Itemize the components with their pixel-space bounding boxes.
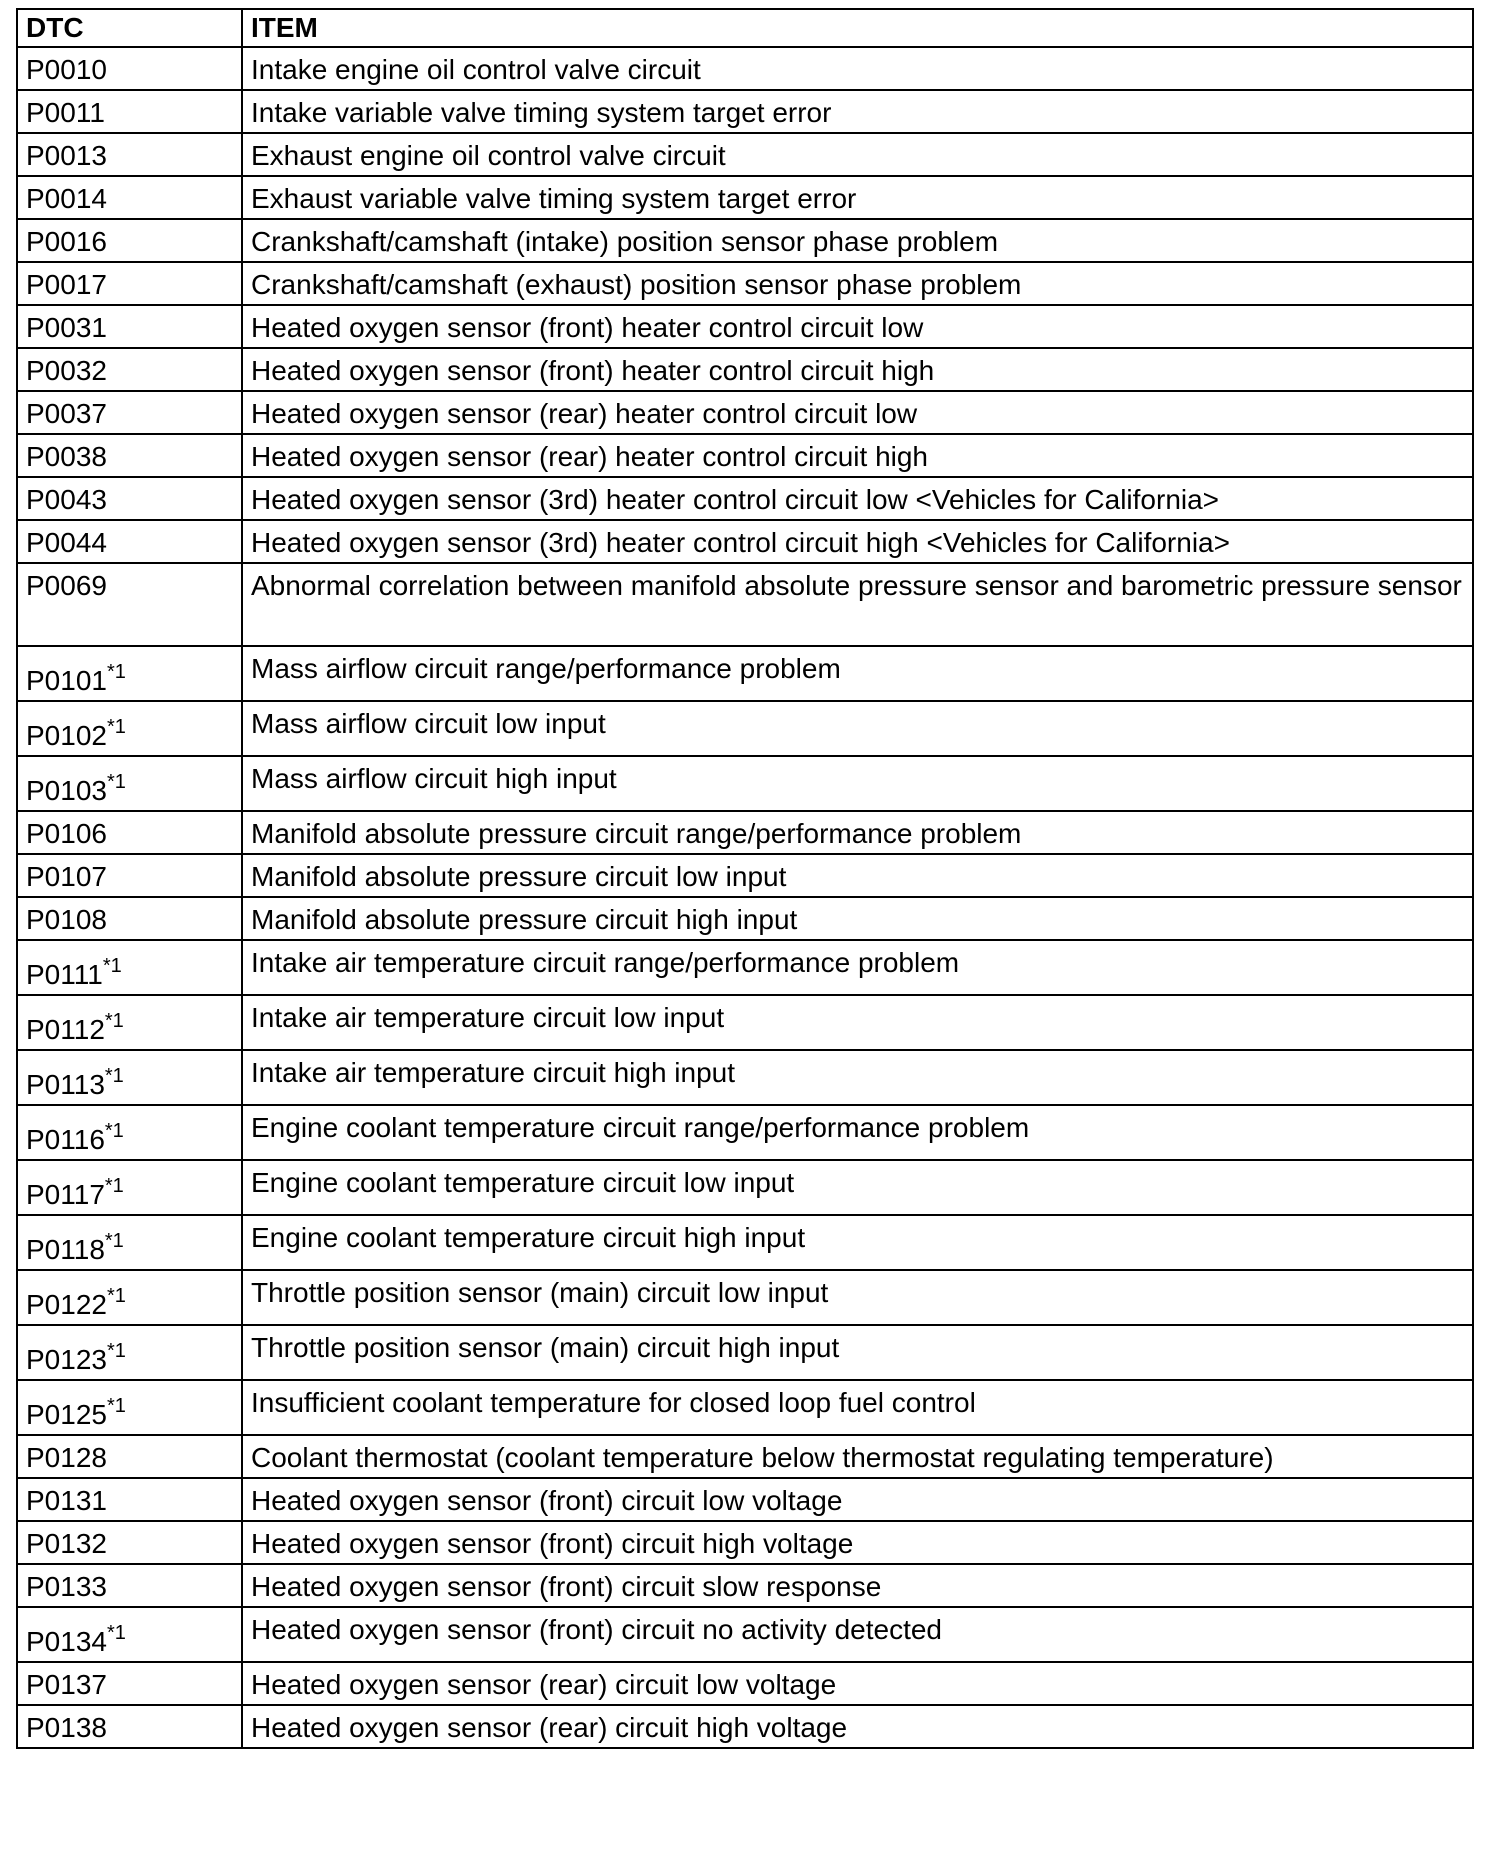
- table-row: [17, 1325, 1473, 1380]
- table-row: [17, 1215, 1473, 1270]
- dtc-code-cell: [17, 1105, 242, 1160]
- dtc-code-wrap: [26, 1110, 124, 1158]
- dtc-footnote-mark: *1: [106, 1394, 126, 1417]
- dtc-code-wrap: [26, 1528, 107, 1559]
- dtc-footnote-mark: *1: [104, 1119, 124, 1142]
- dtc-item-description: Heated oxygen sensor (3rd) heater control circuit high <Vehicles for California>: [242, 520, 1473, 563]
- dtc-code-wrap: [26, 484, 107, 515]
- dtc-code-cell: [17, 1380, 242, 1435]
- dtc-code-cell: [17, 434, 242, 477]
- dtc-code-wrap: [26, 398, 107, 429]
- dtc-code: P0011: [26, 97, 105, 128]
- dtc-item-description: Coolant thermostat (coolant temperature below thermostat regulating temperature): [242, 1435, 1473, 1478]
- dtc-item-description: Mass airflow circuit high input: [242, 756, 1473, 811]
- dtc-code-cell: [17, 348, 242, 391]
- table-row: [17, 811, 1473, 854]
- dtc-code: P0032: [26, 355, 107, 386]
- dtc-item-description: Heated oxygen sensor (front) heater control circuit high: [242, 348, 1473, 391]
- dtc-column-header: DTC: [17, 9, 242, 47]
- table-row: [17, 520, 1473, 563]
- dtc-code: P0122: [26, 1289, 107, 1320]
- dtc-code-wrap: [26, 1055, 124, 1103]
- table-row: [17, 348, 1473, 391]
- dtc-code-cell: [17, 1705, 242, 1748]
- table-row: [17, 477, 1473, 520]
- dtc-item-description: Exhaust variable valve timing system target error: [242, 176, 1473, 219]
- table-row: [17, 563, 1473, 646]
- dtc-code-cell: [17, 520, 242, 563]
- item-column-header: ITEM: [242, 9, 1473, 47]
- dtc-code: P0138: [26, 1712, 107, 1743]
- dtc-code: P0117: [26, 1179, 105, 1210]
- dtc-code: P0118: [26, 1234, 105, 1265]
- dtc-item-description: Heated oxygen sensor (front) circuit no activity detected: [242, 1607, 1473, 1662]
- table-row: [17, 1105, 1473, 1160]
- dtc-item-description: Heated oxygen sensor (front) heater control circuit low: [242, 305, 1473, 348]
- dtc-item-description: Engine coolant temperature circuit range/performance problem: [242, 1105, 1473, 1160]
- dtc-code-wrap: [26, 1612, 126, 1660]
- dtc-code-wrap: [26, 904, 107, 935]
- dtc-code-wrap: [26, 441, 107, 472]
- dtc-code-wrap: [26, 1669, 107, 1700]
- dtc-footnote-mark: *1: [106, 770, 126, 793]
- dtc-code-cell: [17, 90, 242, 133]
- dtc-code-wrap: [26, 226, 107, 257]
- dtc-code-cell: [17, 1607, 242, 1662]
- dtc-code: P0132: [26, 1528, 107, 1559]
- dtc-code-cell: [17, 477, 242, 520]
- dtc-code: P0133: [26, 1571, 107, 1602]
- dtc-code-cell: [17, 305, 242, 348]
- dtc-item-description: Mass airflow circuit low input: [242, 701, 1473, 756]
- dtc-code: P0103: [26, 775, 107, 806]
- dtc-item-description: Manifold absolute pressure circuit high input: [242, 897, 1473, 940]
- dtc-code-wrap: [26, 570, 107, 601]
- dtc-item-description: Heated oxygen sensor (rear) circuit high voltage: [242, 1705, 1473, 1748]
- dtc-code-wrap: [26, 818, 107, 849]
- dtc-code-wrap: [26, 1571, 107, 1602]
- dtc-code-cell: [17, 854, 242, 897]
- dtc-item-description: Exhaust engine oil control valve circuit: [242, 133, 1473, 176]
- table-row: [17, 176, 1473, 219]
- dtc-code-wrap: [26, 183, 107, 214]
- table-row: [17, 262, 1473, 305]
- dtc-code-wrap: [26, 97, 105, 128]
- dtc-footnote-mark: *1: [104, 1064, 124, 1087]
- dtc-item-description: Crankshaft/camshaft (exhaust) position sensor phase problem: [242, 262, 1473, 305]
- dtc-code-wrap: [26, 312, 107, 343]
- dtc-code: P0131: [26, 1485, 107, 1516]
- dtc-item-description: Heated oxygen sensor (front) circuit high voltage: [242, 1521, 1473, 1564]
- dtc-code: P0010: [26, 54, 107, 85]
- dtc-code-cell: [17, 1435, 242, 1478]
- dtc-footnote-mark: *1: [104, 1229, 124, 1252]
- dtc-footnote-mark: *1: [106, 660, 126, 683]
- dtc-code: P0112: [26, 1014, 105, 1045]
- dtc-item-description: Throttle position sensor (main) circuit low input: [242, 1270, 1473, 1325]
- dtc-code-cell: [17, 176, 242, 219]
- dtc-code-cell: [17, 1662, 242, 1705]
- dtc-item-description: Heated oxygen sensor (rear) heater control circuit high: [242, 434, 1473, 477]
- table-row: [17, 1705, 1473, 1748]
- dtc-code-wrap: [26, 1330, 126, 1378]
- dtc-code-cell: [17, 1270, 242, 1325]
- dtc-code-wrap: [26, 1000, 124, 1048]
- dtc-item-description: Intake air temperature circuit high input: [242, 1050, 1473, 1105]
- dtc-code-wrap: [26, 945, 122, 993]
- dtc-code-cell: [17, 811, 242, 854]
- dtc-code: P0038: [26, 441, 107, 472]
- dtc-footnote-mark: *1: [106, 1284, 126, 1307]
- dtc-code: P0134: [26, 1626, 107, 1657]
- table-row: [17, 1435, 1473, 1478]
- dtc-code: P0044: [26, 527, 107, 558]
- dtc-code-wrap: [26, 140, 107, 171]
- dtc-code: P0116: [26, 1124, 105, 1155]
- dtc-footnote-mark: *1: [104, 1009, 124, 1032]
- dtc-footnote-mark: *1: [102, 954, 122, 977]
- dtc-code: P0125: [26, 1399, 107, 1430]
- dtc-code-wrap: [26, 269, 107, 300]
- table-row: [17, 1270, 1473, 1325]
- table-row: [17, 854, 1473, 897]
- table-row: [17, 1607, 1473, 1662]
- dtc-code: P0037: [26, 398, 107, 429]
- dtc-code-cell: [17, 1215, 242, 1270]
- dtc-code: P0014: [26, 183, 107, 214]
- dtc-item-description: Manifold absolute pressure circuit range/performance problem: [242, 811, 1473, 854]
- dtc-footnote-mark: *1: [106, 1621, 126, 1644]
- dtc-item-description: Intake engine oil control valve circuit: [242, 47, 1473, 90]
- dtc-code: P0069: [26, 570, 107, 601]
- dtc-item-description: Heated oxygen sensor (rear) circuit low voltage: [242, 1662, 1473, 1705]
- table-row: [17, 1380, 1473, 1435]
- dtc-code-cell: [17, 646, 242, 701]
- dtc-code-cell: [17, 133, 242, 176]
- dtc-code-wrap: [26, 861, 107, 892]
- dtc-code: P0113: [26, 1069, 105, 1100]
- table-row: [17, 391, 1473, 434]
- dtc-code-wrap: [26, 54, 107, 85]
- dtc-item-description: Insufficient coolant temperature for closed loop fuel control: [242, 1380, 1473, 1435]
- dtc-code-wrap: [26, 651, 126, 699]
- table-row: [17, 756, 1473, 811]
- dtc-code-cell: [17, 995, 242, 1050]
- table-row: [17, 90, 1473, 133]
- dtc-code: P0101: [26, 665, 107, 696]
- table-body: [17, 47, 1473, 1748]
- dtc-code-wrap: [26, 1712, 107, 1743]
- dtc-code-cell: [17, 563, 242, 646]
- dtc-code-cell: [17, 1050, 242, 1105]
- dtc-item-description: Intake air temperature circuit range/performance problem: [242, 940, 1473, 995]
- dtc-code: P0128: [26, 1442, 107, 1473]
- table-row: [17, 1478, 1473, 1521]
- table-row: [17, 47, 1473, 90]
- dtc-item-description: Heated oxygen sensor (front) circuit slow response: [242, 1564, 1473, 1607]
- dtc-code-cell: [17, 1564, 242, 1607]
- dtc-code-wrap: [26, 761, 126, 809]
- dtc-code-cell: [17, 756, 242, 811]
- dtc-code-wrap: [26, 527, 107, 558]
- dtc-item-description: Engine coolant temperature circuit high input: [242, 1215, 1473, 1270]
- dtc-code-cell: [17, 219, 242, 262]
- dtc-code-cell: [17, 897, 242, 940]
- table-row: [17, 1662, 1473, 1705]
- dtc-code-cell: [17, 391, 242, 434]
- dtc-item-description: Intake air temperature circuit low input: [242, 995, 1473, 1050]
- dtc-code: P0123: [26, 1344, 107, 1375]
- dtc-code: P0102: [26, 720, 107, 751]
- dtc-code-wrap: [26, 1220, 124, 1268]
- table-row: [17, 897, 1473, 940]
- dtc-code-wrap: [26, 1385, 126, 1433]
- dtc-code: P0013: [26, 140, 107, 171]
- table-row: [17, 1050, 1473, 1105]
- dtc-code: P0106: [26, 818, 107, 849]
- table-row: [17, 701, 1473, 756]
- dtc-code: P0031: [26, 312, 107, 343]
- dtc-item-description: Heated oxygen sensor (rear) heater control circuit low: [242, 391, 1473, 434]
- dtc-item-description: Throttle position sensor (main) circuit high input: [242, 1325, 1473, 1380]
- dtc-item-description: Mass airflow circuit range/performance problem: [242, 646, 1473, 701]
- dtc-code-wrap: [26, 1485, 107, 1516]
- dtc-code-wrap: [26, 355, 107, 386]
- dtc-item-description: Abnormal correlation between manifold absolute pressure sensor and barometric pressure sensor: [242, 563, 1473, 646]
- dtc-code-wrap: [26, 1442, 107, 1473]
- table-row: [17, 646, 1473, 701]
- table-row: [17, 133, 1473, 176]
- dtc-code-wrap: [26, 1165, 124, 1213]
- dtc-item-description: Intake variable valve timing system target error: [242, 90, 1473, 133]
- dtc-code-cell: [17, 1478, 242, 1521]
- dtc-code-cell: [17, 1521, 242, 1564]
- dtc-footnote-mark: *1: [106, 1339, 126, 1362]
- dtc-code-cell: [17, 701, 242, 756]
- dtc-item-description: Engine coolant temperature circuit low input: [242, 1160, 1473, 1215]
- dtc-code: P0016: [26, 226, 107, 257]
- dtc-code: P0108: [26, 904, 107, 935]
- dtc-item-description: Heated oxygen sensor (front) circuit low voltage: [242, 1478, 1473, 1521]
- table-row: [17, 305, 1473, 348]
- dtc-code: P0017: [26, 269, 107, 300]
- dtc-item-description: Heated oxygen sensor (3rd) heater control circuit low <Vehicles for California>: [242, 477, 1473, 520]
- dtc-code-wrap: [26, 706, 126, 754]
- dtc-code: P0107: [26, 861, 107, 892]
- table-row: [17, 219, 1473, 262]
- dtc-code-cell: [17, 1160, 242, 1215]
- table-row: [17, 1564, 1473, 1607]
- dtc-code: P0111: [26, 959, 103, 990]
- table-row: [17, 434, 1473, 477]
- table-row: [17, 995, 1473, 1050]
- dtc-item-description: Manifold absolute pressure circuit low input: [242, 854, 1473, 897]
- dtc-footnote-mark: *1: [106, 715, 126, 738]
- dtc-code-wrap: [26, 1275, 126, 1323]
- table-row: [17, 1160, 1473, 1215]
- dtc-code: P0137: [26, 1669, 107, 1700]
- table-header-row: [17, 9, 1473, 47]
- dtc-footnote-mark: *1: [104, 1174, 124, 1197]
- dtc-table: [16, 8, 1474, 1749]
- dtc-code: P0043: [26, 484, 107, 515]
- dtc-code-cell: [17, 940, 242, 995]
- dtc-code-cell: [17, 262, 242, 305]
- dtc-code-cell: [17, 1325, 242, 1380]
- dtc-code-cell: [17, 47, 242, 90]
- dtc-item-description: Crankshaft/camshaft (intake) position sensor phase problem: [242, 219, 1473, 262]
- table-row: [17, 940, 1473, 995]
- table-row: [17, 1521, 1473, 1564]
